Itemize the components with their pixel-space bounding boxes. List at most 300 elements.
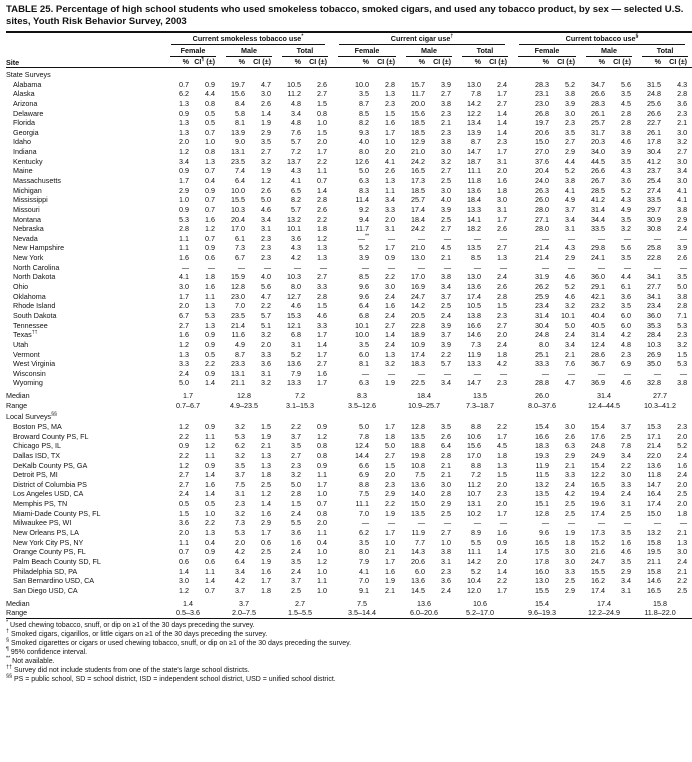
value-cell: — [597,518,605,528]
value-cell: 28.0 [535,204,549,214]
value-cell: 1.6 [621,537,631,547]
value-cell: 2.2 [621,460,631,470]
value-cell: 7.0 [359,576,369,586]
value-cell: — [387,518,395,528]
value-cell: 3.0 [497,195,507,205]
site-cell: Mississippi [13,195,48,205]
value-cell: 5.7 [261,310,271,320]
value-cell: 4.1 [291,175,301,185]
site-cell: Chicago PS, IL [13,441,61,451]
value-cell: 12.8 [535,508,549,518]
value-cell: 6.4 [235,556,245,566]
value-cell: 2.4 [385,339,395,349]
value-cell: 18.3 [535,441,549,451]
value-cell: 14.2 [411,301,425,311]
value-cell: 4.4 [565,156,575,166]
value-cell: 8.7 [235,349,245,359]
value-cell: 0.9 [205,185,215,195]
value-cell: 1.4 [497,547,507,557]
value-cell: 26.1 [647,127,661,137]
value-cell: 3.0 [565,556,575,566]
value-cell: 3.0 [565,422,575,431]
section-label: State Surveys [6,69,51,79]
value-cell: 1.1 [317,576,327,586]
value-cell: 13.3 [287,378,301,388]
value-cell: 11.9 [467,349,481,359]
value-cell: 1.7 [385,127,395,137]
value-cell: 26.2 [535,282,549,292]
section-row [6,410,692,422]
value-cell: — [237,262,245,272]
table-row [6,489,692,499]
value-cell: — [361,262,369,272]
value-cell: 7.2 [471,470,481,480]
value-cell: 2.6 [385,166,395,176]
value-cell: 2.4 [441,310,451,320]
value-cell: 6.9 [621,359,631,369]
value-cell: 1.4 [205,378,215,388]
value-cell: 17.4 [411,204,425,214]
median-value-cell: 18.4 [417,391,431,401]
value-cell: 1.2 [261,175,271,185]
value-cell: 8.8 [471,422,481,431]
value-cell: 0.9 [205,339,215,349]
value-cell: 1.5 [317,301,327,311]
value-cell: 44.5 [591,156,605,166]
value-cell: 4.1 [677,195,688,205]
value-cell: 16.9 [411,282,425,292]
value-cell: 3.6 [621,291,631,301]
table-row [6,576,692,586]
value-cell: 2.4 [497,272,507,282]
value-cell: 3.0 [565,547,575,557]
value-cell: 40.4 [591,310,605,320]
value-cell: 4.2 [497,359,507,369]
value-cell: — [499,518,507,528]
value-cell: 21.4 [535,253,549,263]
value-cell: 6.2 [179,89,189,99]
value-cell: — [567,262,575,272]
value-cell: 18.4 [411,214,425,224]
site-cell: South Dakota [13,310,57,320]
value-cell: 13.6 [467,282,481,292]
value-cell: 2.1 [565,349,575,359]
value-cell: 23.1 [535,89,549,99]
value-cell: 1.2 [179,147,189,157]
value-cell: 0.9 [205,243,215,253]
site-cell: Florida [13,118,35,128]
value-cell: 1.2 [179,585,189,595]
value-cell: 18.5 [411,127,425,137]
value-cell: 1.6 [317,368,327,378]
value-cell: 20.0 [411,98,425,108]
value-cell: 1.3 [385,89,395,99]
percent-header: % [456,57,486,68]
value-cell: 26.9 [647,349,661,359]
value-cell: 1.7 [497,508,507,518]
value-cell: — [473,233,481,243]
value-cell: 4.2 [565,489,575,499]
value-cell: 0.9 [317,460,327,470]
value-cell: 1.3 [261,450,271,460]
value-cell: 34.0 [591,147,605,157]
value-cell: 0.7 [205,166,215,176]
value-cell: 2.3 [441,127,451,137]
value-cell: 2.3 [497,137,507,147]
value-cell: 2.3 [235,499,245,509]
value-cell: 4.8 [291,98,301,108]
value-cell: 17.3 [411,175,425,185]
value-cell: 13.6 [411,576,425,586]
value-cell: 2.5 [565,499,575,509]
value-cell: 1.9 [565,528,575,538]
table-row [6,157,692,167]
value-cell: 3.4 [235,566,245,576]
value-cell: 34.4 [591,214,605,224]
site-cell: Michigan [13,185,42,195]
value-cell: 2.5 [565,576,575,586]
value-cell: 2.4 [677,450,688,460]
value-cell: 3.9 [441,79,451,89]
value-cell: 3.5 [441,422,451,431]
value-cell: 3.0 [441,479,451,489]
value-cell: 4.6 [621,378,631,388]
value-cell: 2.8 [317,195,327,205]
value-cell: 14.5 [411,585,425,595]
value-cell: 4.3 [677,79,688,89]
site-cell: San Bernardino USD, CA [13,576,95,586]
value-cell: 3.0 [441,185,451,195]
value-cell: 3.0 [677,175,688,185]
value-cell: 3.5 [291,556,301,566]
value-cell: 33.5 [591,224,605,234]
value-cell: 22.0 [647,450,661,460]
value-cell: 3.7 [291,576,301,586]
median-value-cell: 8.3 [357,391,367,401]
value-cell: 10.5 [287,79,301,89]
value-cell: 3.0 [441,147,451,157]
median-value-cell: 31.4 [597,391,611,401]
value-cell: 16.4 [647,489,661,499]
value-cell: 13.2 [287,214,301,224]
value-cell: 1.8 [205,272,215,282]
value-cell: 3.2 [385,359,395,369]
value-cell: — [387,233,395,243]
median-row [6,596,692,609]
value-cell: 2.7 [179,470,189,480]
value-cell: 0.5 [205,349,215,359]
value-cell: 0.8 [317,450,327,460]
subgroup-header: Male [580,45,636,57]
value-cell: 2.9 [385,489,395,499]
value-cell: 8.0 [359,547,369,557]
range-value-cell: 0.5–3.6 [176,608,200,618]
value-cell: 27.7 [647,282,661,292]
value-cell: 3.8 [677,204,688,214]
value-cell: 2.2 [205,359,215,369]
value-cell: 0.8 [317,108,327,118]
value-cell: 1.4 [497,127,507,137]
site-cell: Kentucky [13,156,43,166]
value-cell: 3.2 [261,330,271,340]
subgroup-header: Female [512,45,580,57]
table-row [6,234,692,244]
value-cell: 3.7 [565,204,575,214]
value-cell: 27.4 [647,185,661,195]
value-cell: 13.1 [467,499,481,509]
value-cell: 13.5 [411,508,425,518]
value-cell: 3.3 [317,320,327,330]
value-cell: 13.6 [467,185,481,195]
value-cell: 3.2 [261,378,271,388]
value-cell: 2.2 [385,499,395,509]
value-cell: — [653,518,661,528]
value-cell: 2.6 [497,282,507,292]
value-cell: 10.3 [647,339,661,349]
value-cell: 15.4 [591,422,605,431]
value-cell: 1.3 [497,460,507,470]
value-cell: 13.0 [467,272,481,282]
value-cell: 25.7 [591,118,605,128]
value-cell: 24.1 [591,253,605,263]
table-row [6,109,692,119]
value-cell: 2.6 [261,98,271,108]
value-cell: 30.8 [647,224,661,234]
value-cell: 3.2 [677,137,688,147]
value-cell: 2.7 [179,320,189,330]
value-cell: 2.3 [497,310,507,320]
value-cell: 0.9 [205,368,215,378]
value-cell: 5.0 [385,441,395,451]
value-cell: 3.3 [261,349,271,359]
table-row [6,292,692,302]
value-cell: 0.9 [205,422,215,431]
value-cell: 2.5 [621,508,631,518]
value-cell: 1.2 [179,339,189,349]
value-cell: 10.0 [231,185,245,195]
value-cell: — [499,233,507,243]
value-cell: 21.4 [535,243,549,253]
value-cell: 2.0 [235,537,245,547]
value-cell: 0.5 [205,118,215,128]
value-cell: 2.1 [677,566,688,576]
footnote-marker: * [6,619,9,626]
value-cell: 14.4 [355,450,369,460]
value-cell: 3.6 [441,576,451,586]
value-cell: 17.4 [467,291,481,301]
median-value-cell: 7.5 [357,598,367,608]
table-row [6,253,692,263]
value-cell: 3.5 [621,253,631,263]
value-cell: 1.5 [385,108,395,118]
value-cell: 15.8 [647,537,661,547]
percent-header: % [636,57,666,68]
value-cell: — [443,518,451,528]
value-cell: 1.7 [179,175,189,185]
value-cell: 1.3 [261,460,271,470]
value-cell: 19.4 [591,489,605,499]
value-cell: 5.0 [359,166,369,176]
value-cell: 1.6 [385,566,395,576]
value-cell: 1.7 [261,528,271,538]
value-cell: 24.8 [591,441,605,451]
value-cell: 5.0 [565,320,575,330]
value-cell: 3.0 [385,282,395,292]
value-cell: 0.6 [205,556,215,566]
value-cell: 3.4 [441,378,451,388]
value-cell: 0.7 [205,195,215,205]
value-cell: 4.4 [205,89,215,99]
percent-header: % [580,57,610,68]
value-cell: 3.4 [179,156,189,166]
range-value-cell: 12.4–44.5 [588,400,620,410]
value-cell: 16.5 [535,537,549,547]
value-cell: 1.2 [261,489,271,499]
value-cell: 20.4 [231,214,245,224]
value-cell: 3.1 [497,204,507,214]
range-value-cell: 9.6–19.3 [528,608,556,618]
value-cell: 1.0 [441,537,451,547]
value-cell: 4.2 [621,330,631,340]
value-cell: 7.4 [235,166,245,176]
value-cell: — [679,368,688,378]
value-cell: 11.4 [355,195,369,205]
value-cell: 0.7 [179,547,189,557]
value-cell: 13.5 [535,489,549,499]
site-cell: Los Angeles USD, CA [13,489,84,499]
value-cell: 30.4 [647,147,661,157]
value-cell: 1.9 [261,118,271,128]
value-cell: 2.7 [317,89,327,99]
value-cell: 11.5 [535,470,549,480]
site-cell: Georgia [13,127,39,137]
value-cell: 27.0 [535,147,549,157]
value-cell: 10.1 [355,320,369,330]
value-cell: 0.9 [179,166,189,176]
value-cell: 2.8 [677,301,688,311]
value-cell: 15.6 [411,108,425,118]
value-cell: 1.1 [179,243,189,253]
value-cell: 17.3 [591,528,605,538]
value-cell: 4.7 [261,79,271,89]
value-cell: 6.5 [291,185,301,195]
value-cell: 3.5 [261,137,271,147]
value-cell: 1.9 [385,508,395,518]
value-cell: 1.1 [205,431,215,441]
value-cell: 2.0 [497,499,507,509]
value-cell: 3.5 [621,528,631,538]
value-cell: 6.6 [359,460,369,470]
value-cell: 3.8 [441,98,451,108]
value-cell: 3.8 [677,291,688,301]
value-cell: 2.8 [621,118,631,128]
value-cell: 3.4 [385,195,395,205]
value-cell: 31.5 [647,79,661,89]
value-cell: 3.4 [441,282,451,292]
value-cell: 8.4 [235,98,245,108]
value-cell: 1.8 [497,185,507,195]
range-value-cell: 5.2–17.0 [466,608,494,618]
value-cell: 12.2 [467,108,481,118]
value-cell: 2.6 [565,431,575,441]
value-cell: 12.8 [411,422,425,431]
table-row [6,509,692,519]
value-cell: 25.9 [535,291,549,301]
value-cell: 29.1 [591,282,605,292]
median-value-cell: 10.6 [473,598,487,608]
value-cell: 8.8 [471,460,481,470]
value-cell: 24.2 [411,156,425,166]
value-cell: 3.5 [359,537,369,547]
value-cell: 2.2 [317,156,327,166]
value-cell: 2.3 [441,566,451,576]
value-cell: 4.7 [565,378,575,388]
value-cell: 25.7 [411,195,425,205]
value-cell: 22.5 [411,378,425,388]
value-cell: 20.6 [535,127,549,137]
value-cell: 15.5 [591,566,605,576]
value-cell: 1.3 [317,253,327,263]
value-cell: 2.1 [441,253,451,263]
value-cell: 6.4 [235,175,245,185]
value-cell: 7.5 [235,479,245,489]
value-cell: 2.7 [385,320,395,330]
value-cell: 41.2 [591,195,605,205]
value-cell: 9.1 [359,585,369,595]
value-cell: 4.5 [441,243,451,253]
value-cell: 1.5 [261,422,271,431]
value-cell: 3.2 [235,422,245,431]
value-cell: 3.6 [261,359,271,369]
value-cell: 13.0 [467,79,481,89]
value-cell: 36.0 [647,310,661,320]
site-cell: Arizona [13,98,38,108]
value-cell: — [499,368,507,378]
value-cell: 2.4 [441,585,451,595]
value-cell: 3.7 [441,330,451,340]
value-cell: 1.0 [205,137,215,147]
value-cell: 0.6 [205,253,215,263]
value-cell: 2.5 [677,585,688,595]
value-cell: 1.0 [385,137,395,147]
value-cell: 2.9 [565,585,575,595]
median-value-cell: 3.7 [239,598,249,608]
value-cell: 34.1 [647,272,661,282]
table-row [6,215,692,225]
value-cell: 15.0 [411,499,425,509]
value-cell: 1.6 [677,460,688,470]
value-cell: 19.7 [535,118,549,128]
median-value-cell: 15.4 [535,598,549,608]
value-cell: 1.7 [317,330,327,340]
value-cell: 0.9 [205,547,215,557]
footnote: †† Survey did not include students from one of the state's large school districts. [6,664,250,675]
value-cell: 22.7 [647,118,661,128]
site-cell: Detroit PS, MI [13,470,58,480]
value-cell: — [387,368,395,378]
value-cell: 0.6 [261,537,271,547]
value-cell: 2.3 [385,479,395,489]
range-value-cell: 3.5–12.6 [348,400,376,410]
site-cell: New Orleans PS, LA [13,528,79,538]
value-cell: 0.6 [179,556,189,566]
value-cell: 8.2 [291,195,301,205]
value-cell: 32.8 [647,378,661,388]
value-cell: 1.5 [497,301,507,311]
value-cell: 12.9 [411,137,425,147]
value-cell: 3.7 [235,470,245,480]
site-cell: Palm Beach County SD, FL [13,556,101,566]
